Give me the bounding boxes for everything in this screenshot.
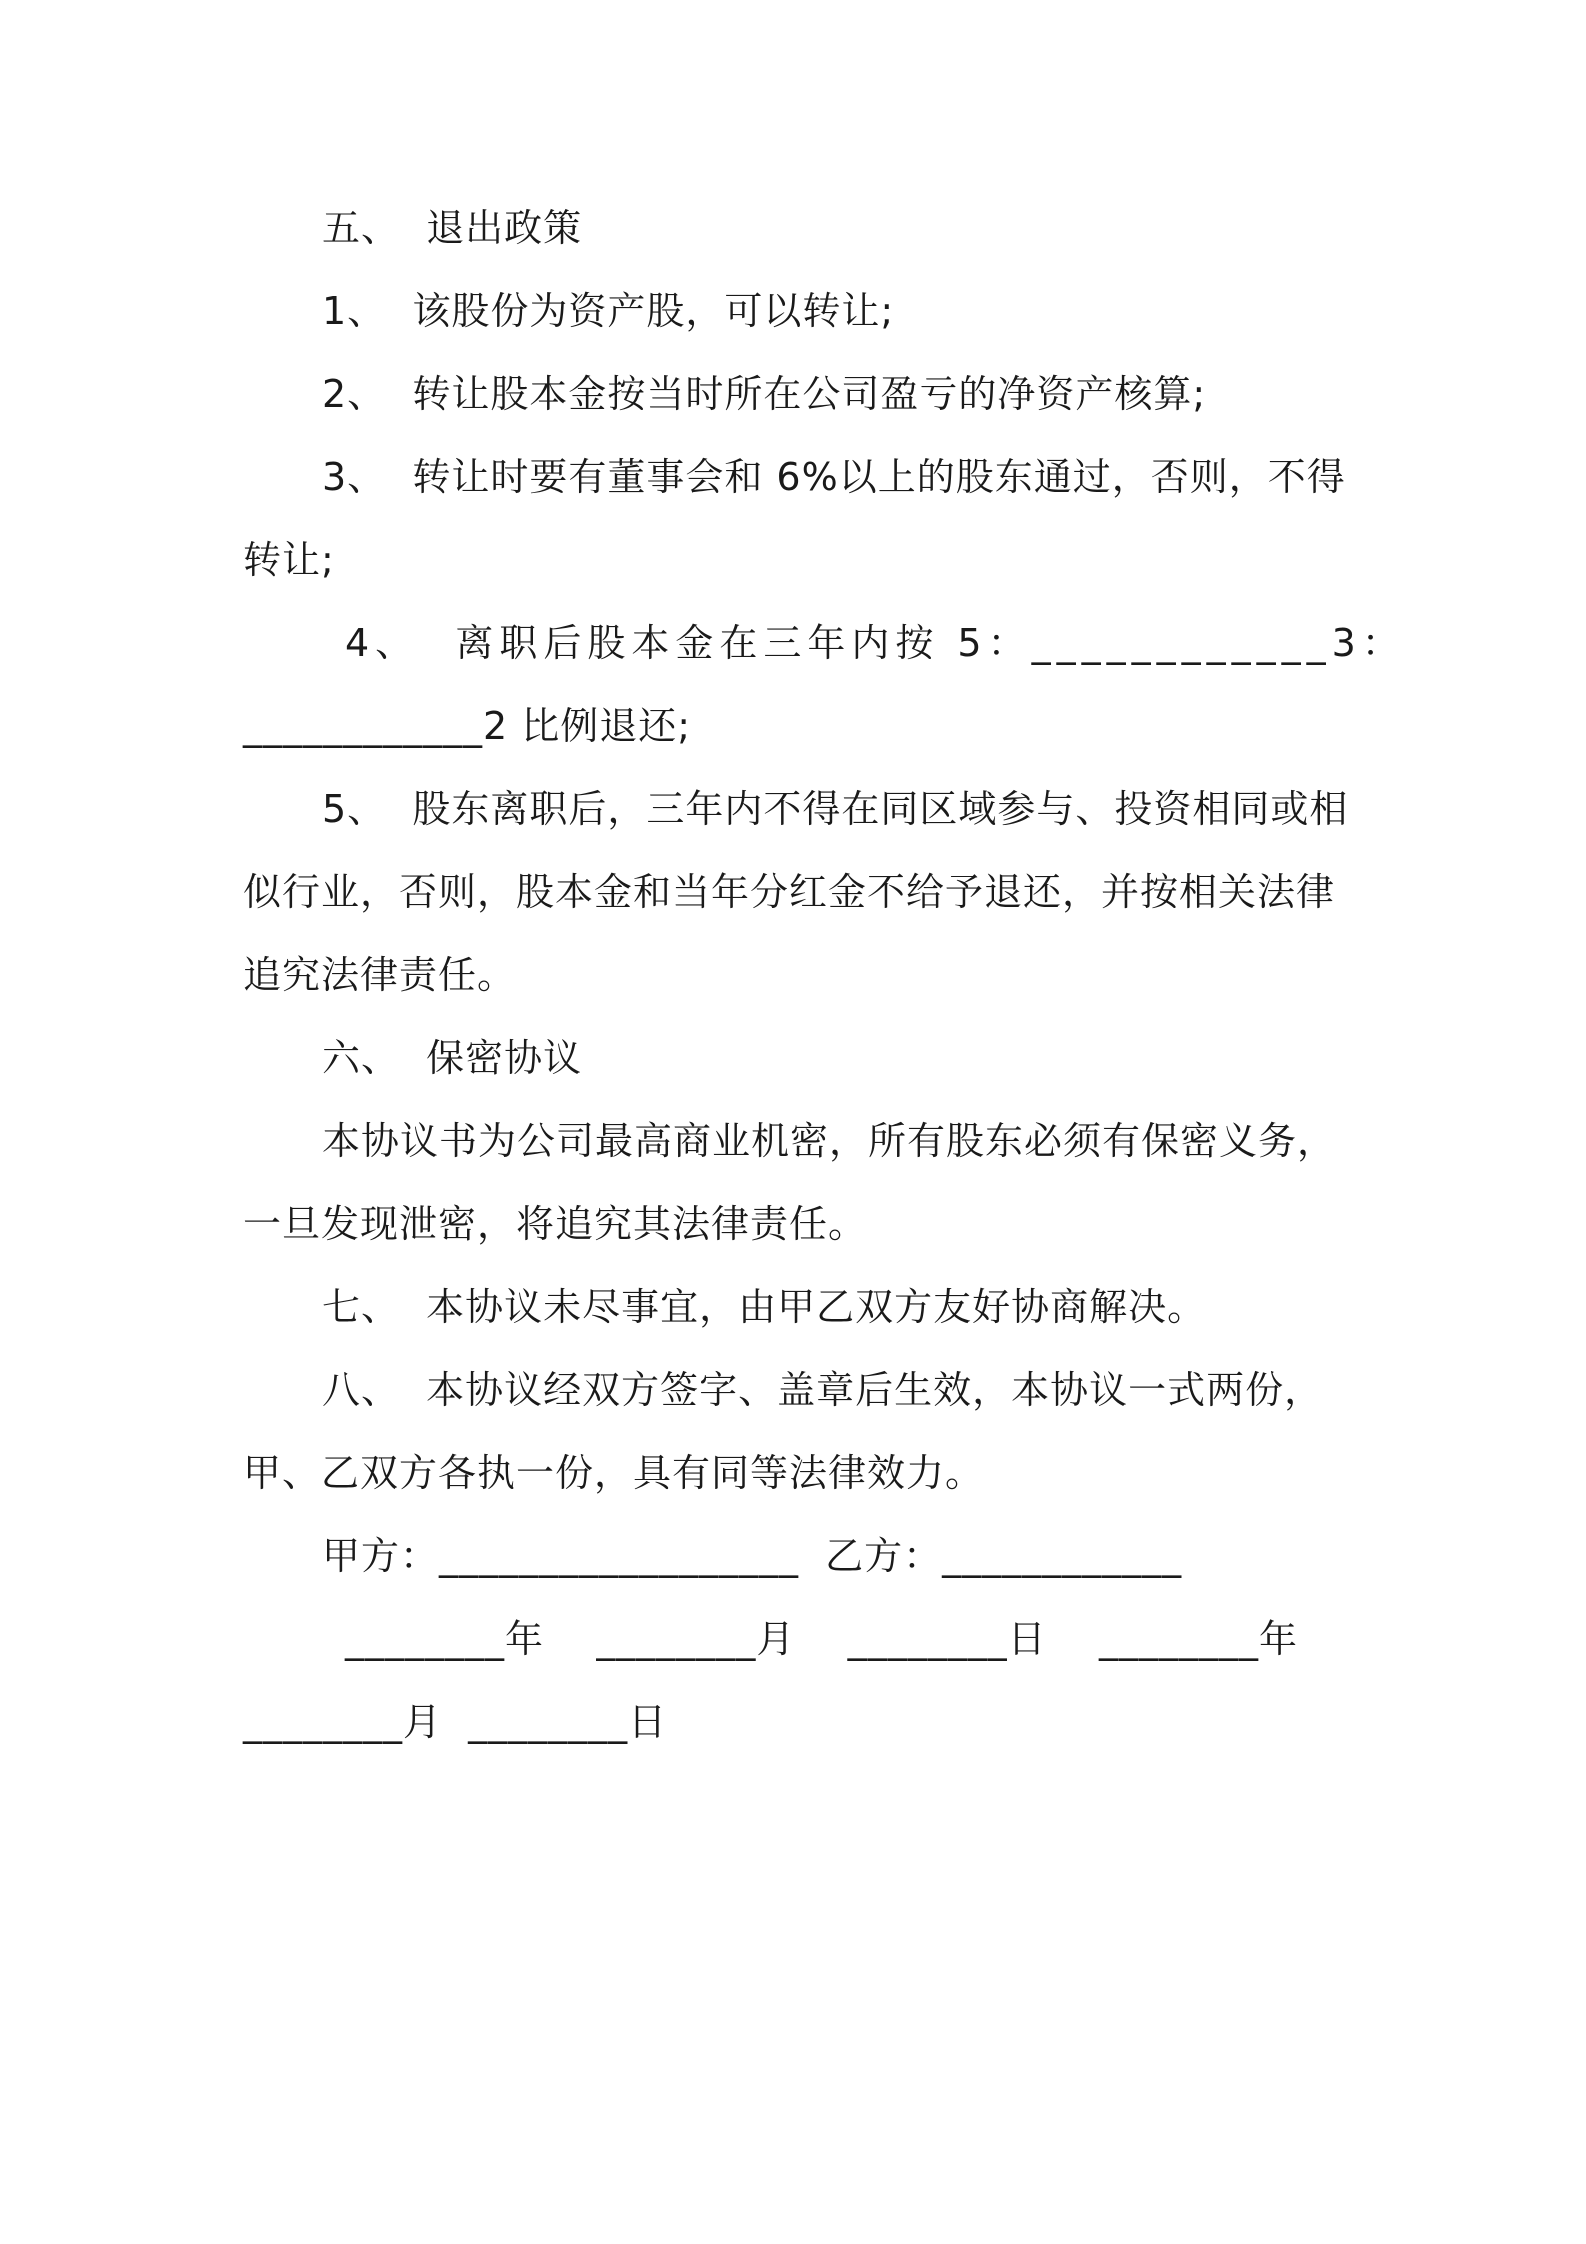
section-6-body: 本协议书为公司最高商业机密，所有股东必须有保密义务， [322, 1119, 1337, 1163]
clause-5-4-continued: ____________2 比例退还; [243, 704, 692, 748]
section-8-continued: 甲、乙双方各执一份，具有同等法律效力。 [243, 1451, 985, 1495]
clause-5-3-continued: 转让; [243, 538, 335, 582]
date-line-1: ________年 ________月 ________日 ________年 [345, 1617, 1298, 1661]
section-8: 八、 本协议经双方签字、盖章后生效，本协议一式两份， [322, 1368, 1324, 1412]
section-6-body-continued: 一旦发现泄密，将追究其法律责任。 [243, 1202, 868, 1246]
clause-5-1: 1、 该股份为资产股，可以转让; [322, 289, 895, 333]
clause-5-5: 5、 股东离职后，三年内不得在同区域参与、投资相同或相 [322, 787, 1349, 831]
clause-5-3: 3、 转让时要有董事会和 6%以上的股东通过，否则，不得 [322, 455, 1346, 499]
section-7: 七、 本协议未尽事宜，由甲乙双方友好协商解决。 [322, 1285, 1207, 1329]
signature-line: 甲方：__________________ 乙方：____________ [322, 1534, 1183, 1578]
clause-5-5-continued-1: 似行业，否则，股本金和当年分红金不给予退还，并按相关法律 [243, 870, 1336, 914]
clause-5-4: 4、 离职后股本金在三年内按 5：____________3： [345, 621, 1406, 665]
clause-5-5-continued-2: 追究法律责任。 [243, 953, 517, 997]
clause-5-2: 2、 转让股本金按当时所在公司盈亏的净资产核算; [322, 372, 1207, 416]
date-line-2: ________月 ________日 [243, 1700, 668, 1744]
section-5-heading: 五、 退出政策 [322, 206, 583, 250]
section-6-heading: 六、 保密协议 [322, 1036, 583, 1080]
